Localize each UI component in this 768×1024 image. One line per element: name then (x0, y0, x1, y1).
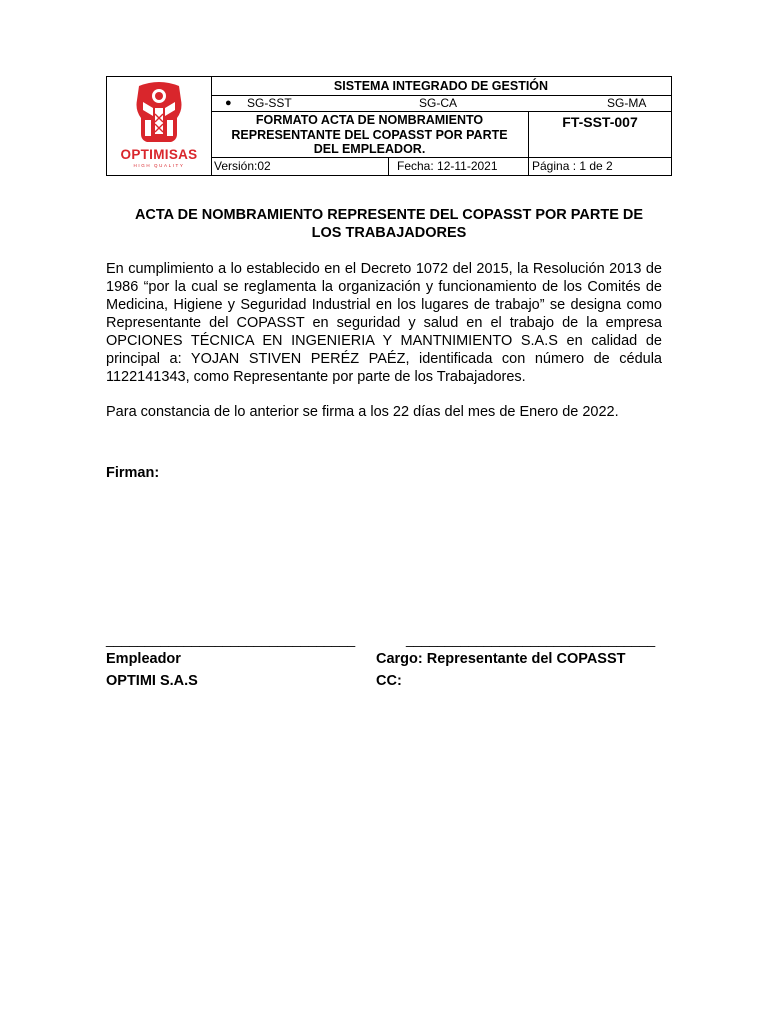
closing-paragraph: Para constancia de lo anterior se firma a los 22 días del mes de Enero de 2022. (106, 404, 619, 420)
format-title-line-1: FORMATO ACTA DE NOMBRAMIENTO (255, 113, 484, 127)
optimisas-logo-icon (133, 80, 185, 146)
date-cell: Fecha: 12-11-2021 (389, 158, 529, 175)
version-cell: Versión:02 (211, 158, 389, 175)
system-title: SISTEMA INTEGRADO DE GESTIÓN (211, 77, 671, 96)
sg-sst-label: SG-SST (247, 96, 292, 110)
firman-label: Firman: (106, 465, 160, 481)
signature-line-left: ________________________________ (106, 631, 356, 647)
representative-role: Cargo: Representante del COPASST (376, 651, 626, 667)
sg-ma-label: SG-MA (607, 96, 647, 110)
document-title-line-1: ACTA DE NOMBRAMIENTO REPRESENTE DEL COPASST POR PARTE DE (134, 207, 644, 223)
format-title (211, 112, 529, 158)
logo-tagline: HIGH QUALITY (133, 163, 185, 168)
meta-row (211, 158, 671, 175)
format-title-line-2: REPRESENTANTE DEL COPASST POR PARTE (231, 127, 508, 142)
employer-company: OPTIMI S.A.S (106, 673, 198, 689)
system-row (211, 96, 671, 112)
format-title-line-3: DEL EMPLEADOR. (313, 142, 426, 156)
logo-wordmark: OPTIMISAS (120, 147, 198, 162)
representative-cc: CC: (376, 673, 402, 689)
format-row (211, 112, 671, 158)
document-title (106, 206, 672, 242)
sg-ca-label: SG-CA (419, 96, 458, 110)
logo-cell (107, 77, 212, 175)
signature-line-right: ________________________________ (406, 631, 656, 647)
format-code: FT-SST-007 (562, 114, 638, 130)
body-paragraph: En cumplimiento a lo establecido en el Decreto 1072 del 2015, la Resolución 2013 de 1986 “por la cual se reglamenta la organización y funcionamiento de los Comités de Medicina, Higiene y Seguridad Industrial en los lugares de trabajo” se designa como Representante del COPASST en seguridad y salud en el trabajo de la empresa OPCIONES TÉCNICA EN INGENIERIA Y MANTNIMIENTO S.A.S en calidad de principal a: YOJAN STIVEN PERÉZ PAÉZ, identificada con número de cédula 1122141343, como Representante por parte de los Trabajadores. (106, 261, 662, 385)
employer-label: Empleador (106, 651, 181, 667)
page-cell: Página : 1 de 2 (532, 159, 613, 173)
bullet-icon: ● (225, 97, 232, 109)
header-table (106, 76, 672, 176)
document-title-line-2: LOS TRABAJADORES (311, 225, 467, 241)
